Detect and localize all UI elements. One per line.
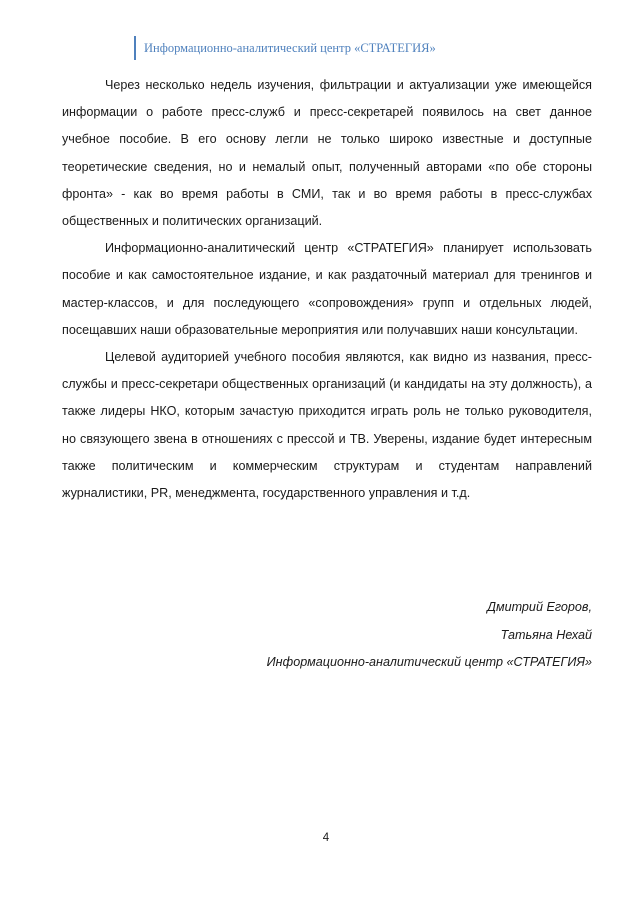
running-header: Информационно-аналитический центр «СТРАТЕГИЯ» [134,36,436,60]
signature-author-2: Татьяна Нехай [500,627,592,642]
paragraph-intro: Через несколько недель изучения, фильтрации и актуализации уже имеющейся информации о работе пресс-служб и пресс-секретарей появилось на свет данное учебное пособие. В его основу легли не только широко известные и доступные теоретические сведения, но и немалый опыт, полученный авторами «по обе стороны фронта» - как во время работы в СМИ, так и во время работы в пресс-службах общественных и политических организаций. [62,78,592,229]
signature-author-1: Дмитрий Егоров, [487,600,592,614]
body-text [62,72,592,507]
paragraph-audience: Целевой аудиторией учебного пособия являются, как видно из названия, пресс-службы и пресс-секретари общественных организаций (и кандидаты на эту должность), а также лидеры НКО, которым зачастую приходится играть роль не только руководителя, но связующего звена в отношениях с прессой и ТВ. Уверены, издание будет интересным также политическим и коммерческим структурам и студентам направлений журналистики, PR, менеджмента, государственного управления и т.д. [62,350,592,501]
signature-organization: Информационно-аналитический центр «СТРАТЕГИЯ» [266,655,592,669]
signature-block [267,594,592,677]
paragraph-usage: Информационно-аналитический центр «СТРАТЕГИЯ» планирует использовать пособие и как самостоятельное издание, и как раздаточный материал для тренингов и мастер-классов, и для последующего «сопровождения» групп и отдельных людей, посещавших наши образовательные мероприятия или получавших наши консультации. [62,241,592,337]
page-number: 4 [322,832,330,844]
